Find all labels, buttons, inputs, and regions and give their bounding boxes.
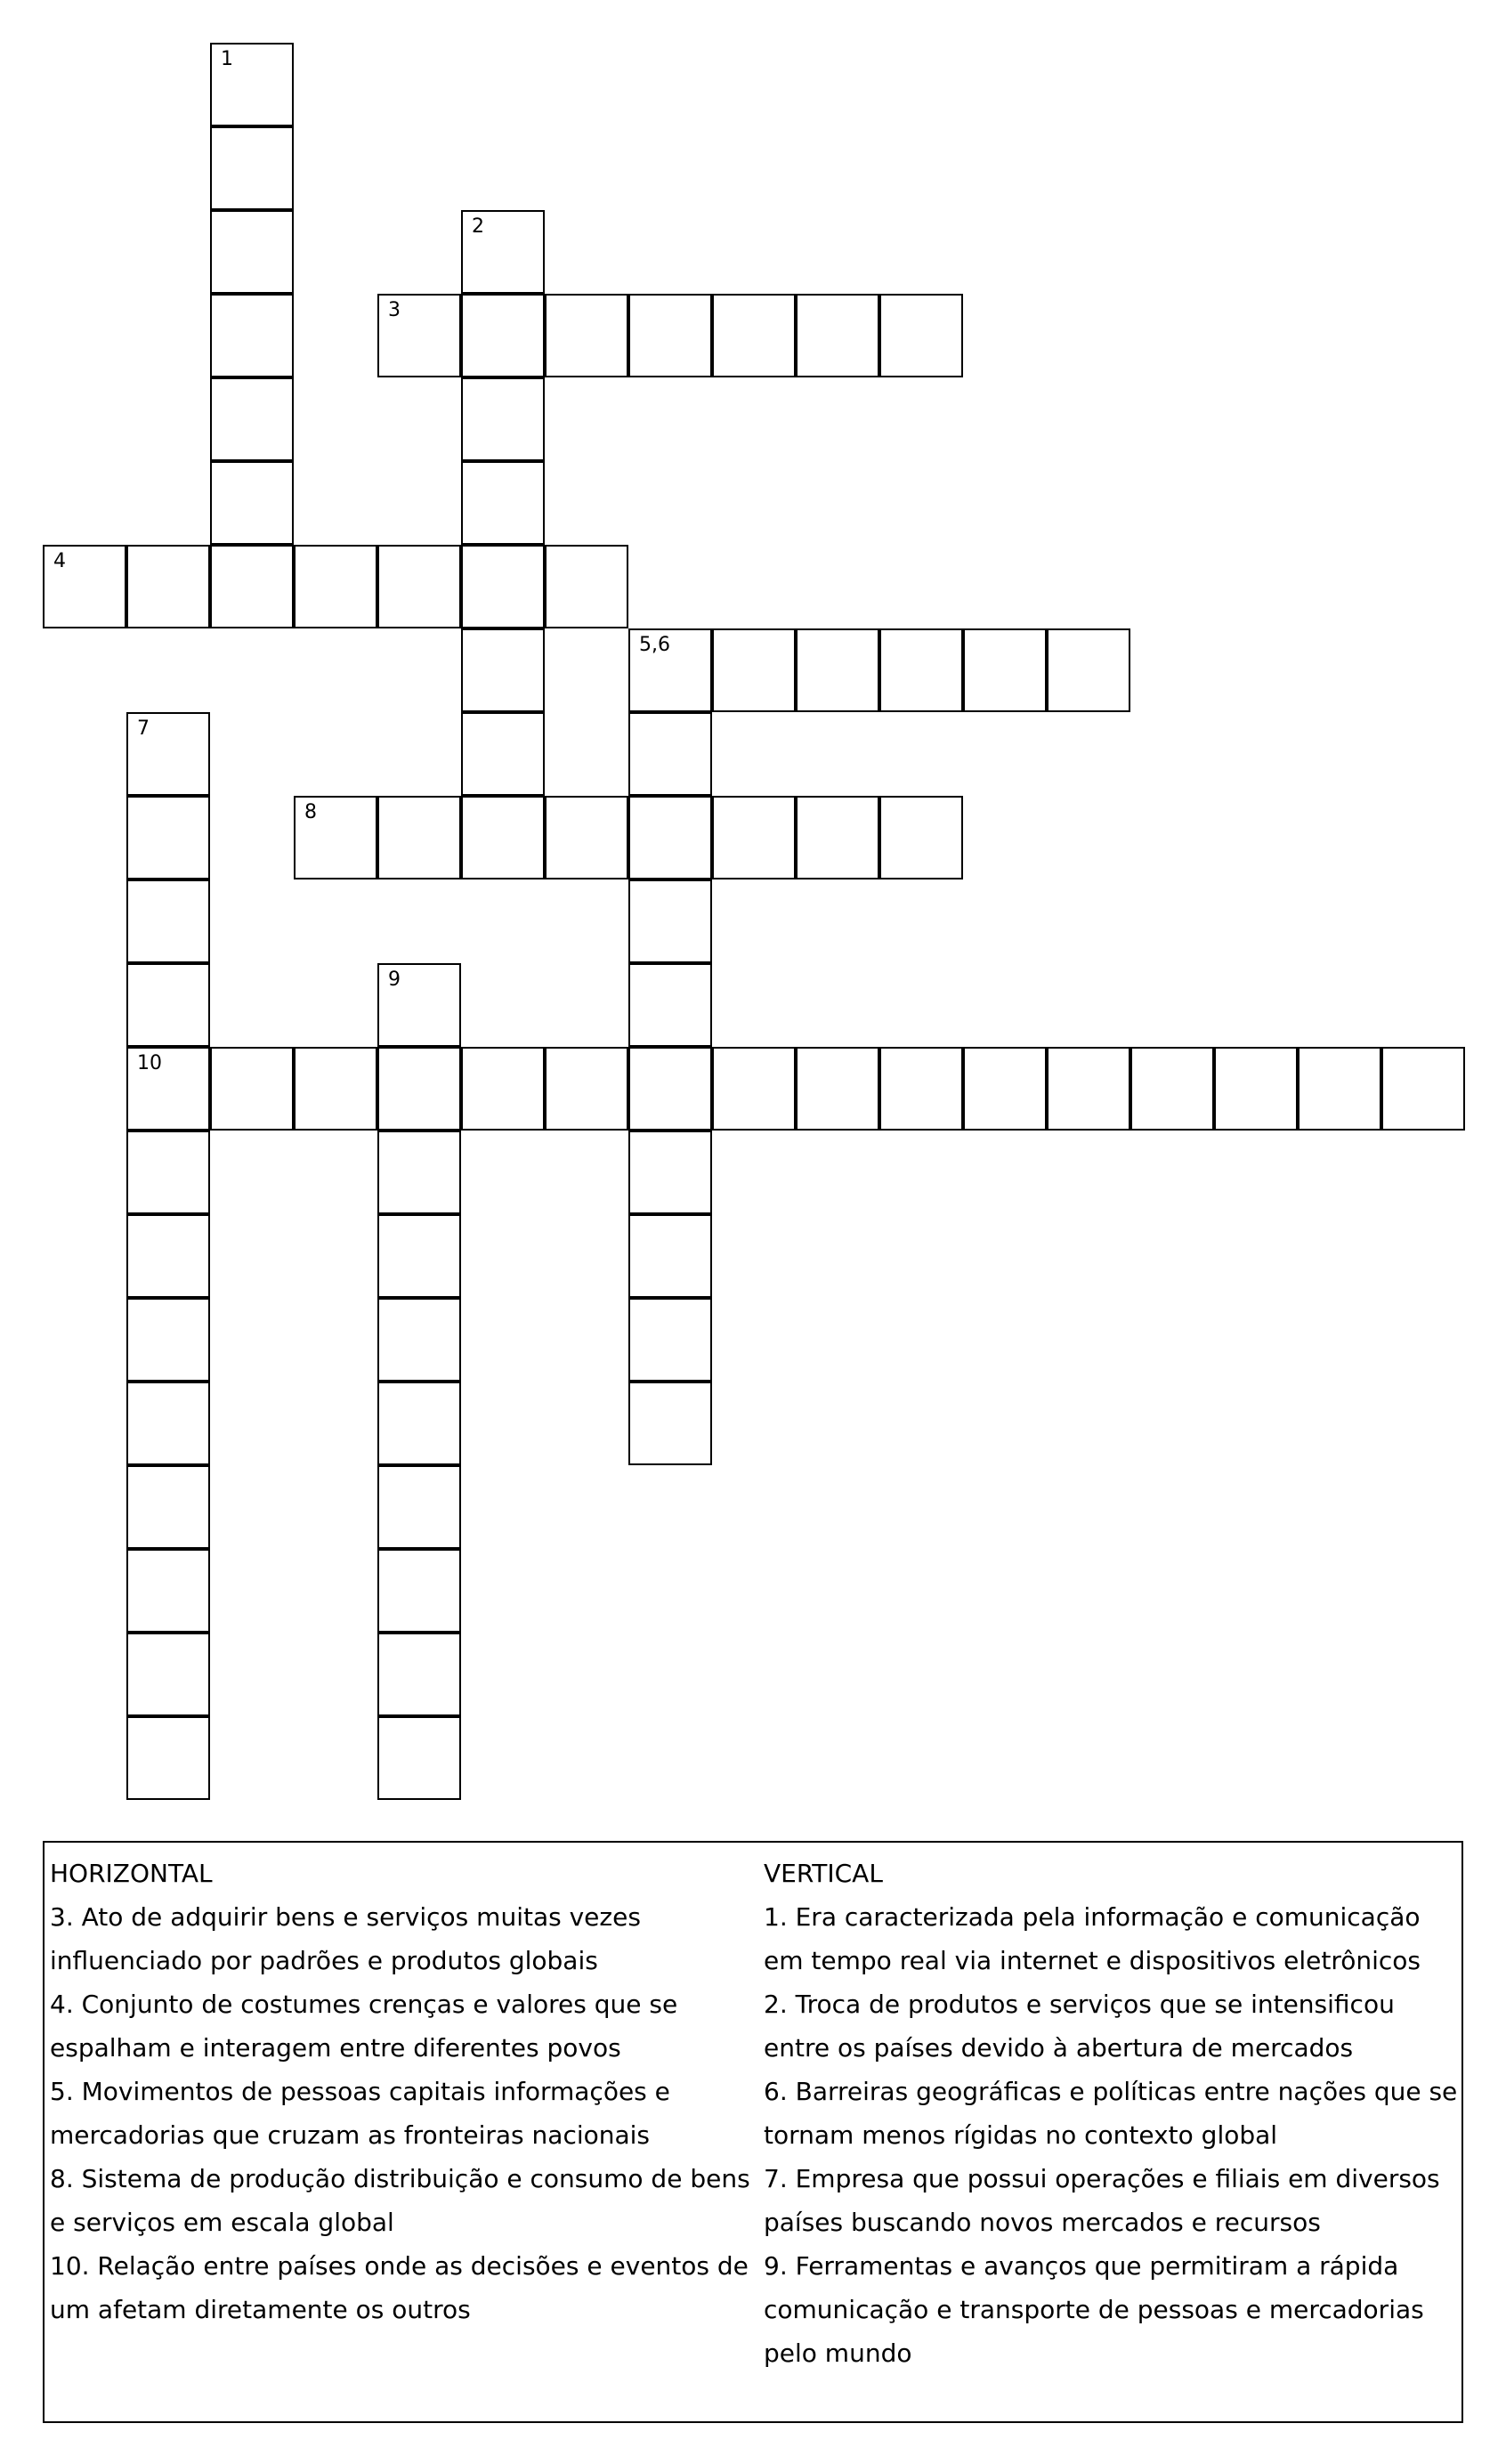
grid-cell[interactable] <box>126 963 210 1047</box>
grid-cell[interactable] <box>377 1633 461 1716</box>
grid-cell[interactable] <box>126 796 210 879</box>
grid-cell[interactable] <box>126 712 210 796</box>
grid-cell[interactable] <box>628 1047 712 1131</box>
clue-number-label: 2 <box>472 215 484 238</box>
horizontal-heading: HORIZONTAL <box>50 1859 213 1888</box>
grid-cell[interactable] <box>210 126 294 210</box>
grid-cell[interactable] <box>461 545 545 628</box>
grid-cell[interactable] <box>796 1047 879 1131</box>
grid-cell[interactable] <box>628 879 712 963</box>
vertical-heading: VERTICAL <box>764 1859 883 1888</box>
grid-cell[interactable] <box>461 210 545 294</box>
grid-cell[interactable] <box>796 294 879 377</box>
clue-2-down: 2. Troca de produtos e serviços que se intensificou entre os países devido à abertura de mercados <box>764 1990 1395 2063</box>
clue-number-label: 8 <box>304 801 317 823</box>
grid-cell[interactable] <box>126 1298 210 1382</box>
grid-cell[interactable] <box>712 294 796 377</box>
grid-cell[interactable] <box>126 1214 210 1298</box>
grid-cell[interactable] <box>210 545 294 628</box>
grid-cell[interactable] <box>126 1549 210 1633</box>
grid-cell[interactable] <box>377 1549 461 1633</box>
grid-cell[interactable] <box>461 628 545 712</box>
grid-cell[interactable] <box>377 1214 461 1298</box>
grid-cell[interactable] <box>545 545 628 628</box>
grid-cell[interactable] <box>963 628 1047 712</box>
grid-cell[interactable] <box>126 1633 210 1716</box>
grid-cell[interactable] <box>879 796 963 879</box>
grid-cell[interactable] <box>1047 1047 1130 1131</box>
grid-cell[interactable] <box>1214 1047 1298 1131</box>
clue-8-across: 8. Sistema de produção distribuição e consumo de bens e serviços em escala global <box>50 2164 750 2237</box>
grid-cell[interactable] <box>126 1382 210 1465</box>
grid-cell[interactable] <box>126 1131 210 1214</box>
grid-cell[interactable] <box>210 377 294 461</box>
grid-cell[interactable] <box>628 628 712 712</box>
grid-cell[interactable] <box>545 1047 628 1131</box>
clue-7-down: 7. Empresa que possui operações e filiais em diversos países buscando novos mercados e recursos <box>764 2164 1440 2237</box>
grid-cell[interactable] <box>377 1382 461 1465</box>
grid-cell[interactable] <box>377 1465 461 1549</box>
grid-cell[interactable] <box>377 1298 461 1382</box>
grid-cell[interactable] <box>628 1131 712 1214</box>
clue-number-label: 10 <box>137 1052 162 1074</box>
clue-number-label: 7 <box>137 717 150 740</box>
clue-number-label: 3 <box>388 299 401 321</box>
grid-cell[interactable] <box>1381 1047 1465 1131</box>
grid-cell[interactable] <box>1047 628 1130 712</box>
grid-cell[interactable] <box>628 712 712 796</box>
grid-cell[interactable] <box>712 1047 796 1131</box>
clue-4-across: 4. Conjunto de costumes crenças e valores que se espalham e interagem entre diferentes povos <box>50 1990 678 2063</box>
grid-cell[interactable] <box>796 628 879 712</box>
clue-3-across: 3. Ato de adquirir bens e serviços muitas vezes influenciado por padrões e produtos globais <box>50 1902 641 1975</box>
clue-number-label: 4 <box>53 550 66 572</box>
grid-cell[interactable] <box>377 963 461 1047</box>
grid-cell[interactable] <box>126 1047 210 1131</box>
grid-cell[interactable] <box>377 1047 461 1131</box>
clue-1-down: 1. Era caracterizada pela informação e comunicação em tempo real via internet e dispositivos eletrônicos <box>764 1902 1421 1975</box>
clue-5-across: 5. Movimentos de pessoas capitais informações e mercadorias que cruzam as fronteiras nacionais <box>50 2077 670 2150</box>
grid-cell[interactable] <box>210 294 294 377</box>
grid-cell[interactable] <box>461 377 545 461</box>
grid-cell[interactable] <box>461 294 545 377</box>
grid-cell[interactable] <box>377 796 461 879</box>
grid-cell[interactable] <box>377 294 461 377</box>
grid-cell[interactable] <box>879 1047 963 1131</box>
grid-cell[interactable] <box>1130 1047 1214 1131</box>
grid-cell[interactable] <box>879 294 963 377</box>
clue-number-label: 9 <box>388 969 401 991</box>
grid-cell[interactable] <box>628 1298 712 1382</box>
clue-9-down: 9. Ferramentas e avanços que permitiram a rápida comunicação e transporte de pessoas e mercadorias pelo mundo <box>764 2251 1424 2368</box>
clue-number-label: 5,6 <box>639 634 670 656</box>
grid-cell[interactable] <box>126 545 210 628</box>
grid-cell[interactable] <box>210 43 294 126</box>
grid-cell[interactable] <box>377 1131 461 1214</box>
grid-cell[interactable] <box>377 545 461 628</box>
grid-cell[interactable] <box>210 210 294 294</box>
grid-cell[interactable] <box>879 628 963 712</box>
grid-cell[interactable] <box>628 963 712 1047</box>
clue-10-across: 10. Relação entre países onde as decisões e eventos de um afetam diretamente os outros <box>50 2251 749 2324</box>
grid-cell[interactable] <box>712 796 796 879</box>
grid-cell[interactable] <box>126 1716 210 1800</box>
clues-box <box>43 1841 1463 2423</box>
grid-cell[interactable] <box>796 796 879 879</box>
grid-cell[interactable] <box>712 628 796 712</box>
grid-cell[interactable] <box>43 545 126 628</box>
grid-cell[interactable] <box>545 294 628 377</box>
grid-cell[interactable] <box>461 712 545 796</box>
grid-cell[interactable] <box>461 796 545 879</box>
grid-cell[interactable] <box>210 1047 294 1131</box>
grid-cell[interactable] <box>294 1047 377 1131</box>
grid-cell[interactable] <box>545 796 628 879</box>
grid-cell[interactable] <box>126 879 210 963</box>
horizontal-clues <box>50 1852 753 2331</box>
grid-cell[interactable] <box>628 1214 712 1298</box>
clue-6-down: 6. Barreiras geográficas e políticas entre nações que se tornam menos rígidas no contexto global <box>764 2077 1458 2150</box>
grid-cell[interactable] <box>628 294 712 377</box>
grid-cell[interactable] <box>294 796 377 879</box>
grid-cell[interactable] <box>126 1465 210 1549</box>
grid-cell[interactable] <box>963 1047 1047 1131</box>
vertical-clues <box>764 1852 1458 2375</box>
grid-cell[interactable] <box>377 1716 461 1800</box>
grid-cell[interactable] <box>628 796 712 879</box>
grid-cell[interactable] <box>294 545 377 628</box>
grid-cell[interactable] <box>1298 1047 1381 1131</box>
clue-number-label: 1 <box>221 48 233 70</box>
grid-cell[interactable] <box>461 461 545 545</box>
grid-cell[interactable] <box>461 1047 545 1131</box>
grid-cell[interactable] <box>628 1382 712 1465</box>
grid-cell[interactable] <box>210 461 294 545</box>
